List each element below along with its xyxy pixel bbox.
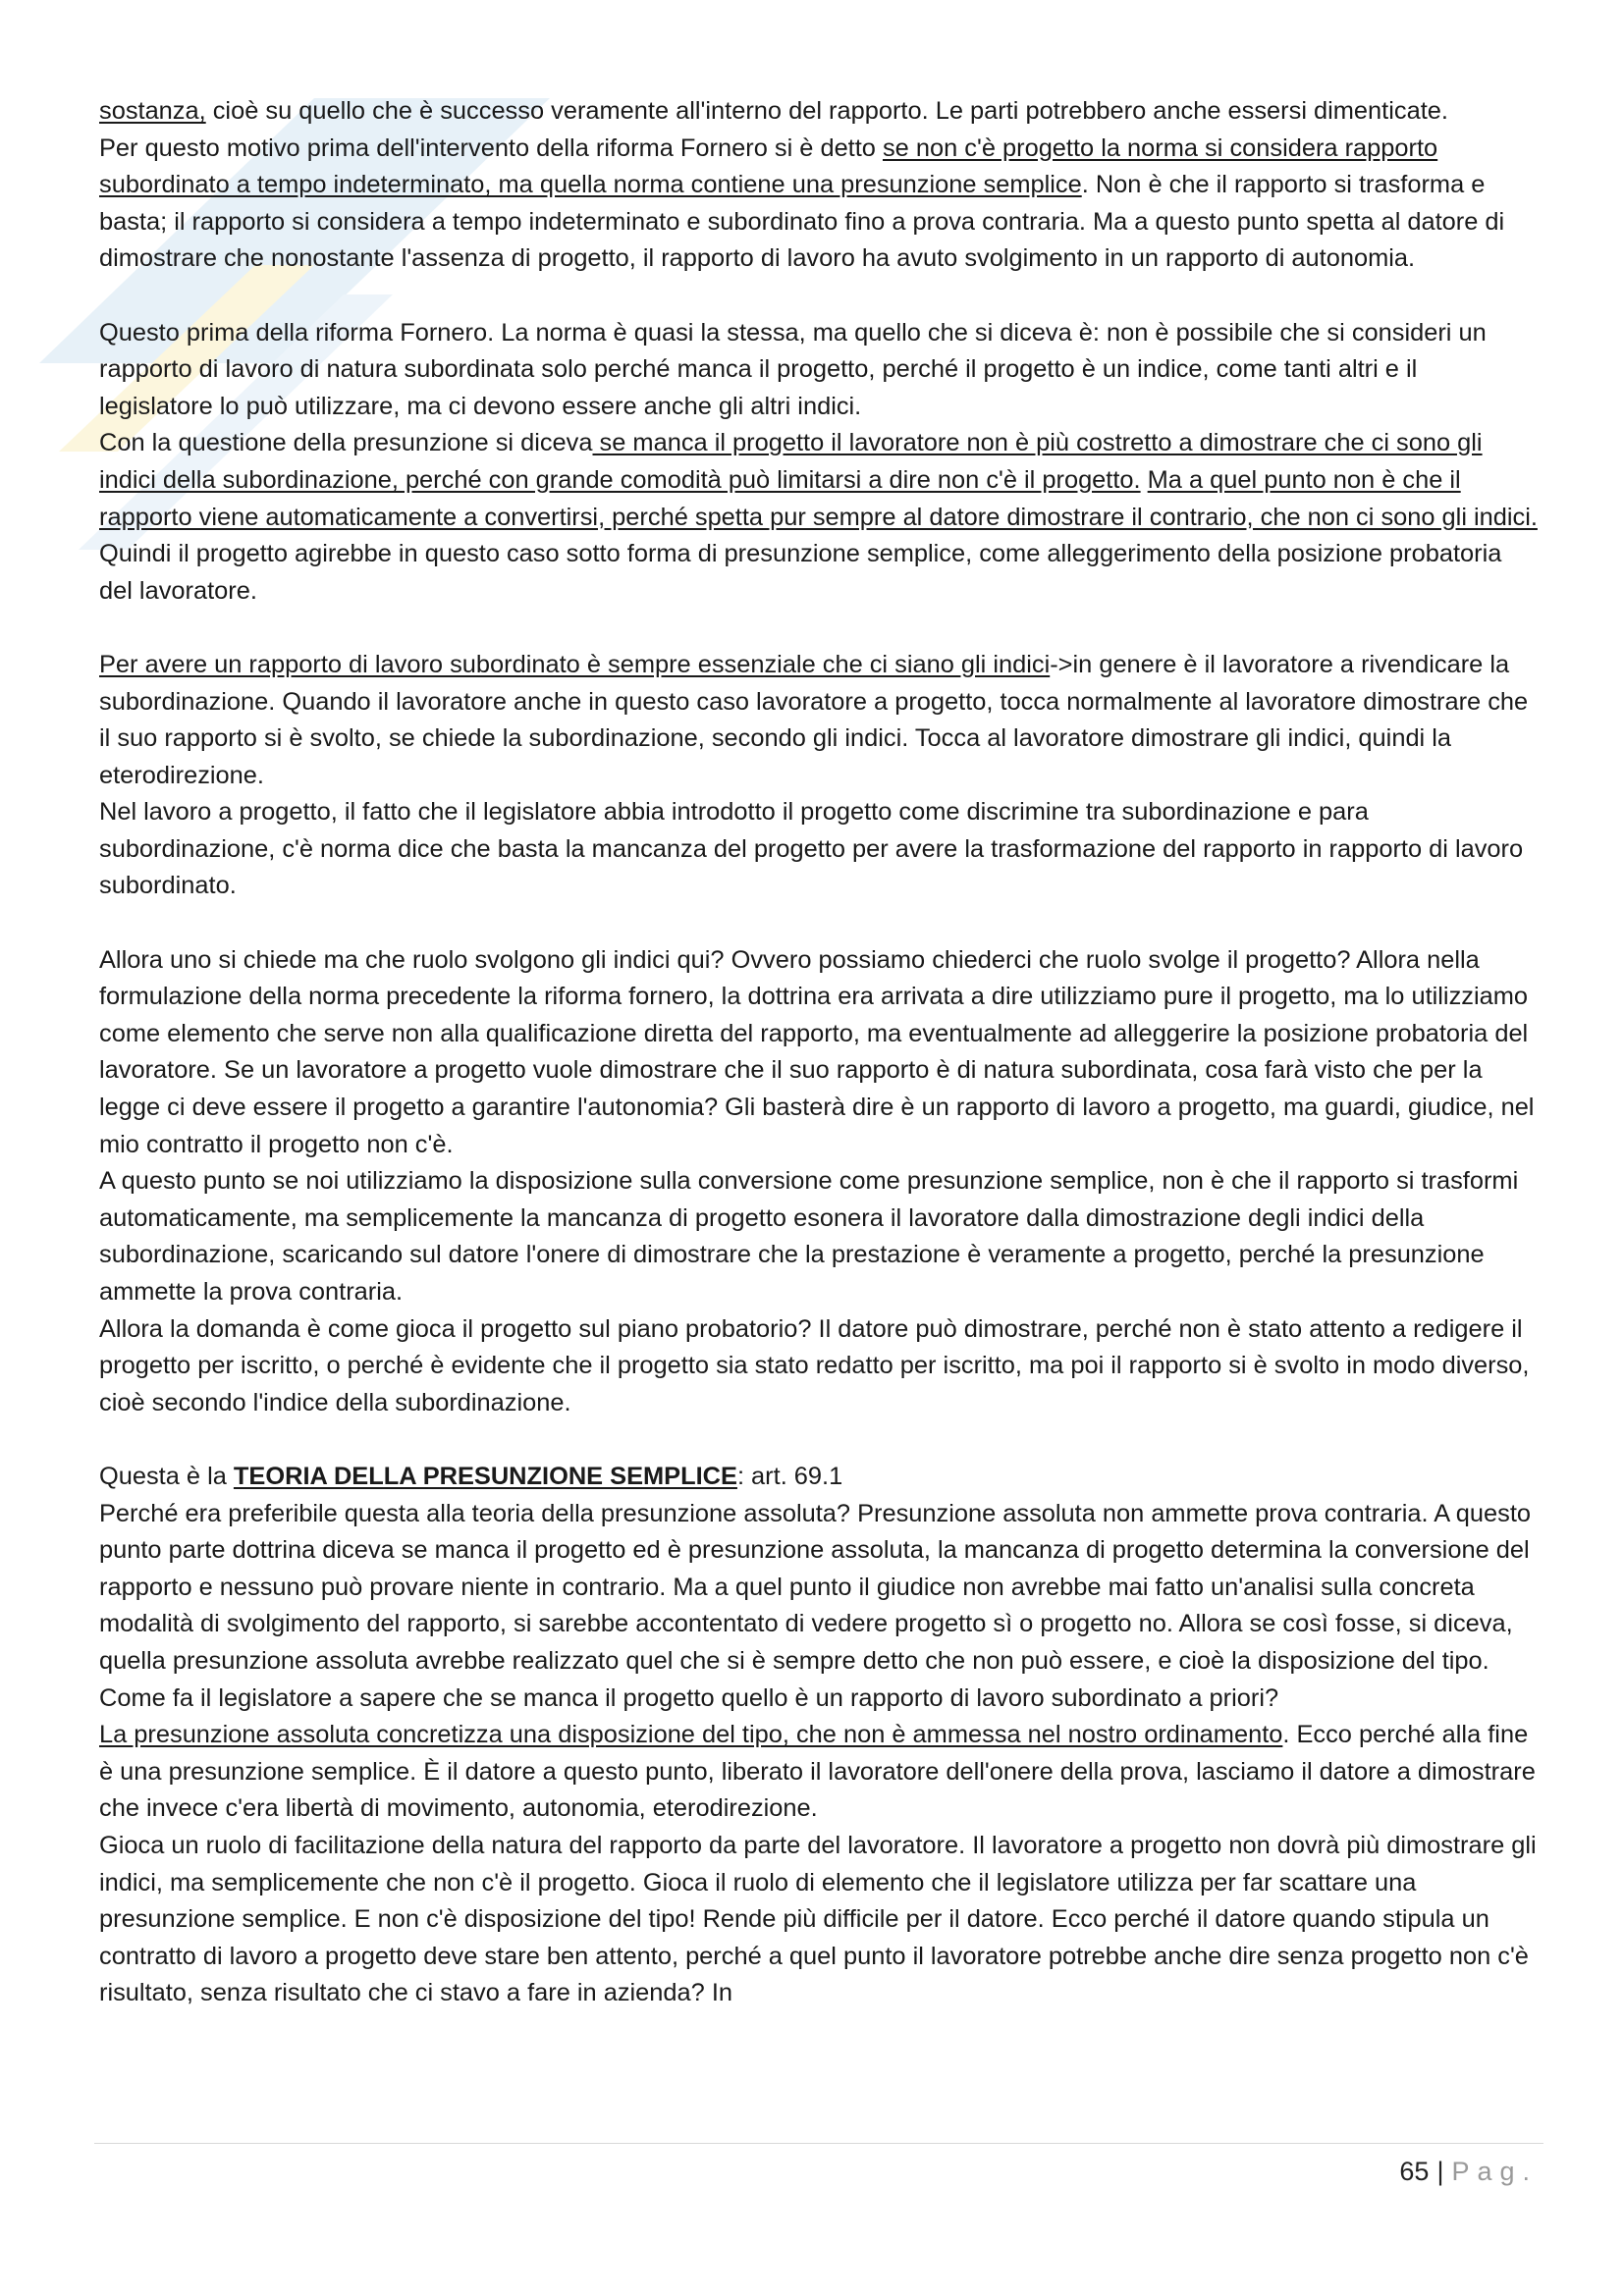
paragraph (99, 942, 1538, 1164)
underlined-text: Per avere un rapporto di lavoro subordinato è sempre essenziale che ci siano gli indici (99, 650, 1051, 678)
section-heading: TEORIA DELLA PRESUNZIONE SEMPLICE (233, 1462, 737, 1490)
paragraph (99, 1311, 1538, 1422)
paragraph (99, 1163, 1538, 1310)
text-run: . Ecco perché alla fine è una presunzione semplice. È il datore a questo punto, liberato il lavoratore dell'onere della prova, lasciamo il datore a dimostrare che invece c'era libertà di movimento, autonomia, eterodirezione. (99, 1721, 1536, 1823)
paragraph-spacer (99, 610, 1538, 647)
underlined-text: sostanza, (99, 97, 206, 125)
underlined-text: se manca il progetto il lavoratore non è più costretto a dimostrare che ci sono gli indici della subordinazione, perché con grande comodità può limitarsi a dire non c'è il progetto. (99, 429, 1483, 494)
paragraph-spacer (99, 1421, 1538, 1459)
text-run: Allora la domanda è come gioca il progetto sul piano probatorio? Il datore può dimostrare, perché non è stato attento a redigere il progetto per iscritto, o perché è evidente che il progetto sia stato redatto per iscritto, ma poi il rapporto si è svolto in modo diverso, cioè secondo l'indice della subordinazione. (99, 1314, 1530, 1416)
paragraph (99, 1681, 1538, 1718)
paragraph (99, 425, 1538, 610)
footer-separator: | (1436, 2157, 1444, 2186)
text-run: Questa è la (99, 1462, 234, 1490)
text-run: Quindi il progetto agirebbe in questo caso sotto forma di presunzione semplice, come alleggerimento della posizione probatoria del lavoratore. (99, 540, 1502, 605)
paragraph (99, 1496, 1538, 1681)
text-run: : art. 69.1 (736, 1462, 843, 1490)
underlined-text: La presunzione assoluta concretizza una disposizione del tipo, che non è ammessa nel nostro ordinamento (99, 1721, 1283, 1749)
text-run: A questo punto se noi utilizziamo la disposizione sulla conversione come presunzione semplice, non è che il rapporto si trasformi automaticamente, ma semplicemente la mancanza di progetto esonera il lavoratore dalla dimostrazione degli indici della subordinazione, scaricando sul datore l'onere di dimostrare che la prestazione è veramente a progetto, perché la presunzione ammette la prova contraria. (99, 1167, 1519, 1306)
page-footer (1399, 2152, 1538, 2191)
document-body (99, 93, 1538, 2012)
text-run: Come fa il legislatore a sapere che se manca il progetto quello è un rapporto di lavoro subordinato a priori? (99, 1683, 1279, 1712)
underlined-text: se non c'è progetto la norma si considera rapporto subordinato a tempo indeterminato, ma quella norma contiene una presunzione semplice (99, 133, 1438, 199)
paragraph (99, 794, 1538, 905)
text-run: Per questo motivo prima dell'intervento della riforma Fornero si è detto (99, 133, 883, 162)
page-label: Pag. (1451, 2157, 1538, 2186)
text-run: Allora uno si chiede ma che ruolo svolgono gli indici qui? Ovvero possiamo chiederci che ruolo svolge il progetto? Allora nella formulazione della norma precedente la riforma fornero, la dottrina era arrivata a dire utilizziamo pure il progetto, ma lo utilizziamo come elemento che serve non alla qualificazione diretta del rapporto, ma eventualmente ad alleggerire la posizione probatoria del lavoratore. Se un lavoratore a progetto vuole dimostrare che il suo rapporto è di natura subordinata, cosa farà visto che per la legge ci deve essere il progetto a garantire l'autonomia? Gli basterà dire è un rapporto di lavoro a progetto, ma guardi, giudice, nel mio contratto il progetto non c'è. (99, 945, 1535, 1158)
paragraph (99, 1717, 1538, 1828)
text-run: . Non è che il rapporto si trasforma e basta; il rapporto si considera a tempo indeterminato e subordinato fino a prova contraria. Ma a questo punto spetta al datore di dimostrare che nonostante l'assenza di progetto, il rapporto di lavoro ha avuto svolgimento in un rapporto di autonomia. (99, 171, 1505, 273)
paragraph (99, 93, 1538, 131)
paragraph (99, 131, 1538, 278)
paragraph (99, 1459, 1538, 1496)
text-run: cioè su quello che è successo veramente all'interno del rapporto. Le parti potrebbero anche essersi dimenticate. (205, 97, 1448, 125)
text-run: Con la questione della presunzione si diceva (99, 429, 593, 457)
text-run: ->in genere è il lavoratore a rivendicare la subordinazione. Quando il lavoratore anche in questo caso lavoratore a progetto, tocca normalmente al lavoratore dimostrare che il suo rapporto si è svolto, se chiede la subordinazione, secondo gli indici. Tocca al lavoratore dimostrare gli indici, quindi la eterodirezione. (99, 650, 1529, 789)
underlined-text: Ma a quel punto non è che il rapporto viene automaticamente a convertirsi, perché spetta pur sempre al datore dimostrare il contrario, che non ci sono gli indici. (99, 465, 1538, 531)
text-run: Nel lavoro a progetto, il fatto che il legislatore abbia introdotto il progetto come discrimine tra subordinazione e para subordinazione, c'è norma dice che basta la mancanza del progetto per avere la trasformazione del rapporto in rapporto di lavoro subordinato. (99, 798, 1524, 900)
footer-divider (94, 2143, 1543, 2144)
paragraph (99, 315, 1538, 426)
text-run: Questo prima della riforma Fornero. La norma è quasi la stessa, ma quello che si diceva è: non è possibile che si consideri un rapporto di lavoro di natura subordinata solo perché manca il progetto, perché il progetto è un indice, come tanti altri e il legislatore lo può utilizzare, ma ci devono essere anche gli altri indici. (99, 318, 1487, 420)
text-run: Perché era preferibile questa alla teoria della presunzione assoluta? Presunzione assoluta non ammette prova contraria. A questo punto parte dottrina diceva se manca il progetto ed è presunzione assoluta, la mancanza di progetto determina la conversione del rapporto e nessuno può provare niente in contrario. Ma a quel punto il giudice non avrebbe mai fatto un'analisi sulla concreta modalità di svolgimento del rapporto, si sarebbe accontentato di vedere progetto sì o progetto no. Allora se così fosse, si diceva, quella presunzione assoluta avrebbe realizzato quel che si è sempre detto che non può essere, e cioè la disposizione del tipo. (99, 1499, 1532, 1675)
paragraph-spacer (99, 278, 1538, 315)
page-number: 65 (1399, 2157, 1430, 2186)
text-run: Gioca un ruolo di facilitazione della natura del rapporto da parte del lavoratore. Il lavoratore a progetto non dovrà più dimostrare gli indici, ma semplicemente che non c'è il progetto. Gioca il ruolo di elemento che il legislatore utilizza per far scattare una presunzione semplice. E non c'è disposizione del tipo! Rende più difficile per il datore. Ecco perché il datore quando stipula un contratto di lavoro a progetto deve stare ben attento, perché a quel punto il lavoratore potrebbe anche dire senza progetto non c'è risultato, senza risultato che ci stavo a fare in azienda? In (99, 1831, 1537, 2007)
paragraph (99, 647, 1538, 794)
paragraph (99, 1828, 1538, 2012)
text-run (1141, 466, 1148, 494)
paragraph-spacer (99, 905, 1538, 942)
